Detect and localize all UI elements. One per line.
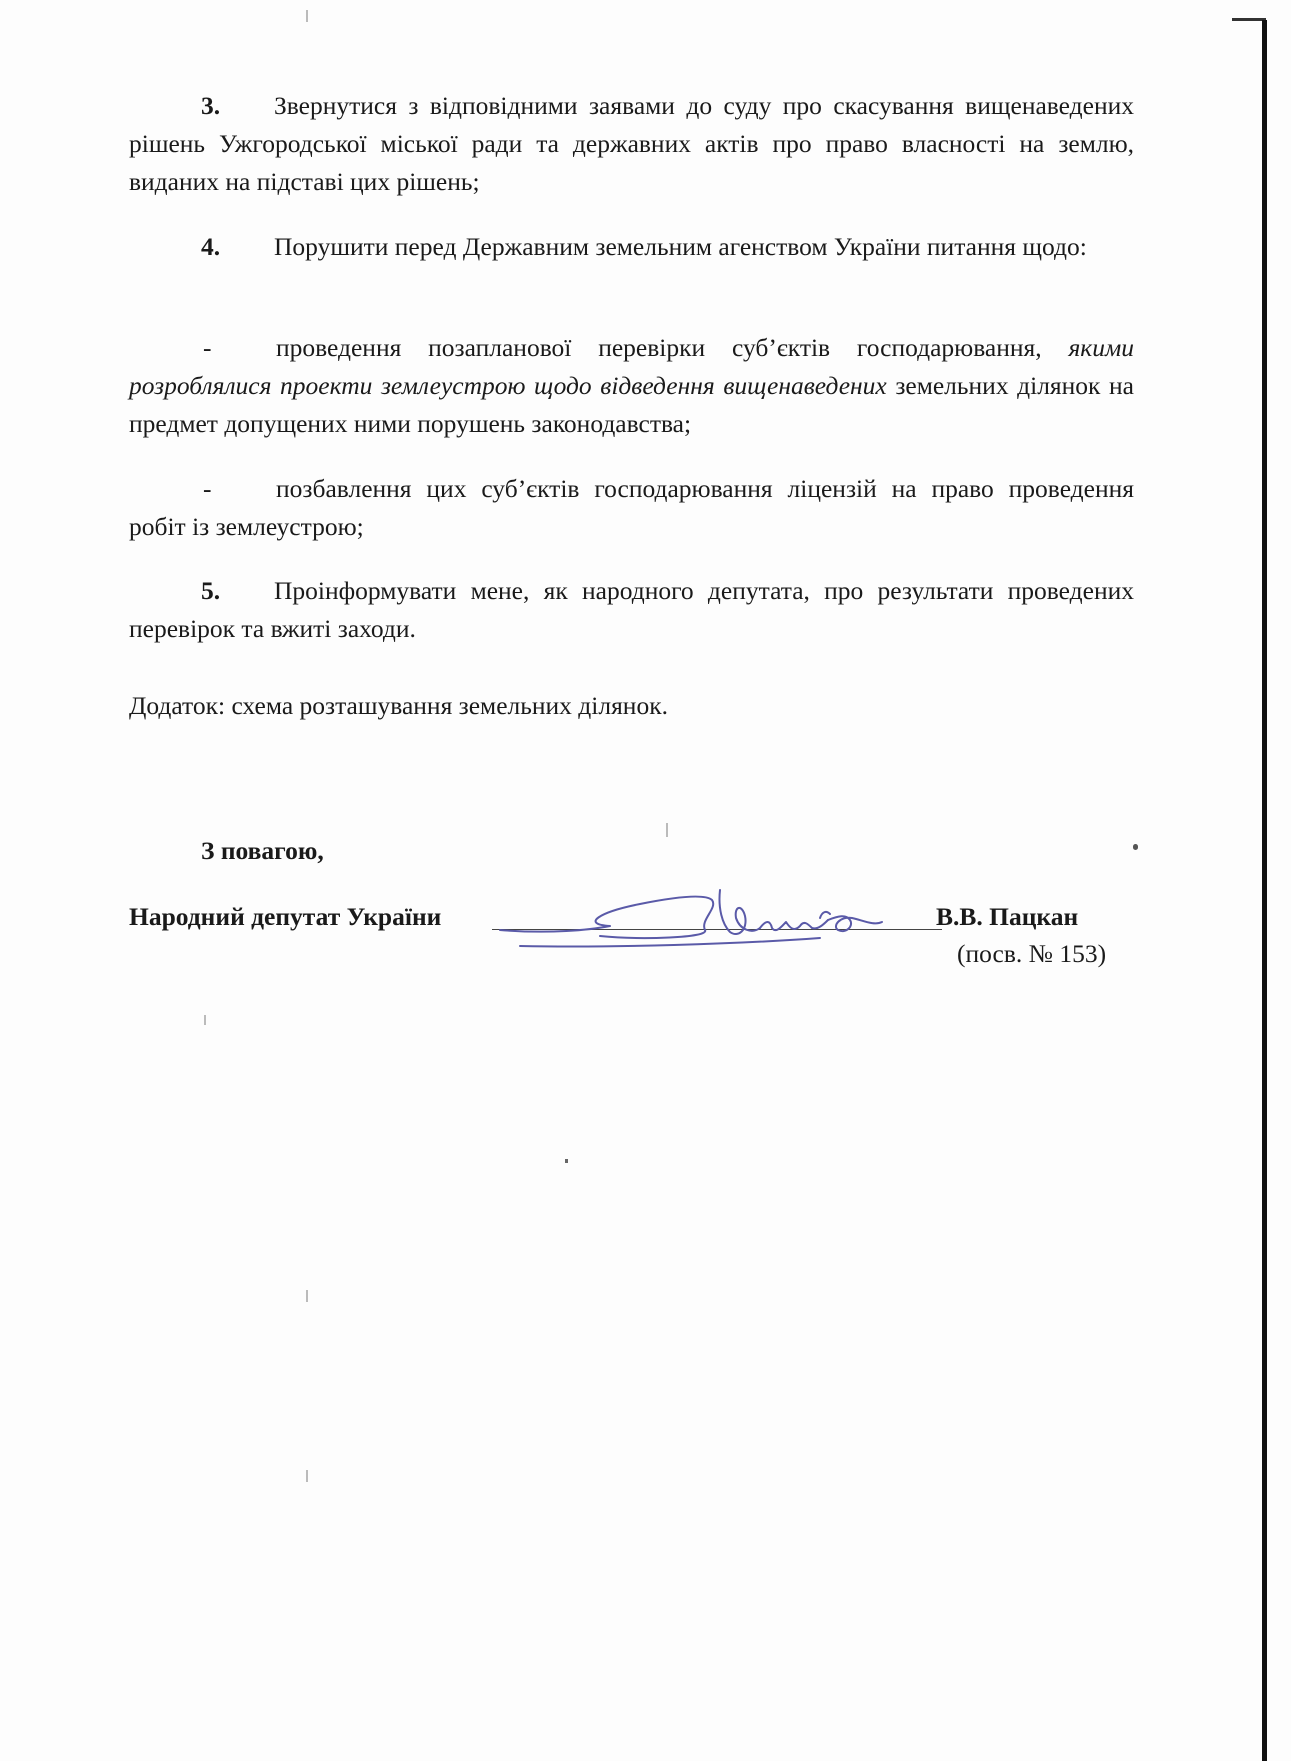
scan-speck [1133,844,1138,850]
bullet-marker: - [203,333,212,362]
bullet-text-italic: якими розроблялися проекти землеустрою щодо відведення вищенаведених [129,333,1135,400]
item-text: Звернутися з відповідними заявами до суду про скасування вищенаведених рішень Ужгородської міської ради та державних актів про право власності на землю, виданих на підставі цих рішень; [129,91,1134,196]
handwritten-signature [490,868,940,958]
item-3 [129,87,1134,201]
scan-speck [204,1015,206,1025]
item-number: 3. [201,91,221,120]
scan-speck [306,1290,308,1302]
item-number: 4. [201,232,221,261]
item-number: 5. [201,576,221,605]
item-text: Проінформувати мене, як народного депутата, про результати проведених перевірок та вжиті заходи. [129,576,1134,643]
attachment-line [129,687,1134,725]
bullet-marker: - [203,474,212,503]
item-4 [129,228,1134,266]
attachment-text: Додаток: схема розташування земельних ділянок. [129,691,668,720]
item-5 [129,572,1134,648]
scan-speck [565,1159,568,1163]
bullet-2 [129,470,1134,546]
id-note: (посв. № 153) [957,939,1107,968]
closing-greeting: З повагою, [201,836,324,865]
signer-position: Народний депутат України [129,902,442,931]
bullet-text: позбавлення цих суб’єктів господарювання ліцензій на право проведення робіт із землеустрою; [129,474,1134,541]
scan-edge-top [1232,18,1266,21]
scan-edge [1262,20,1267,1761]
scan-speck [666,823,668,837]
item-text: Порушити перед Державним земельним агенством України питання щодо: [274,232,1087,261]
signer-name: В.В. Пацкан [936,902,1079,931]
bullet-1 [129,329,1134,443]
bullet-text: проведення позапланової перевірки суб’єктів господарювання, [276,333,1042,362]
scan-speck [306,1470,308,1482]
bullet-text-tail: земельних ділянок на предмет допущених ними порушень законодавства; [129,371,1134,438]
scan-speck [306,10,308,22]
